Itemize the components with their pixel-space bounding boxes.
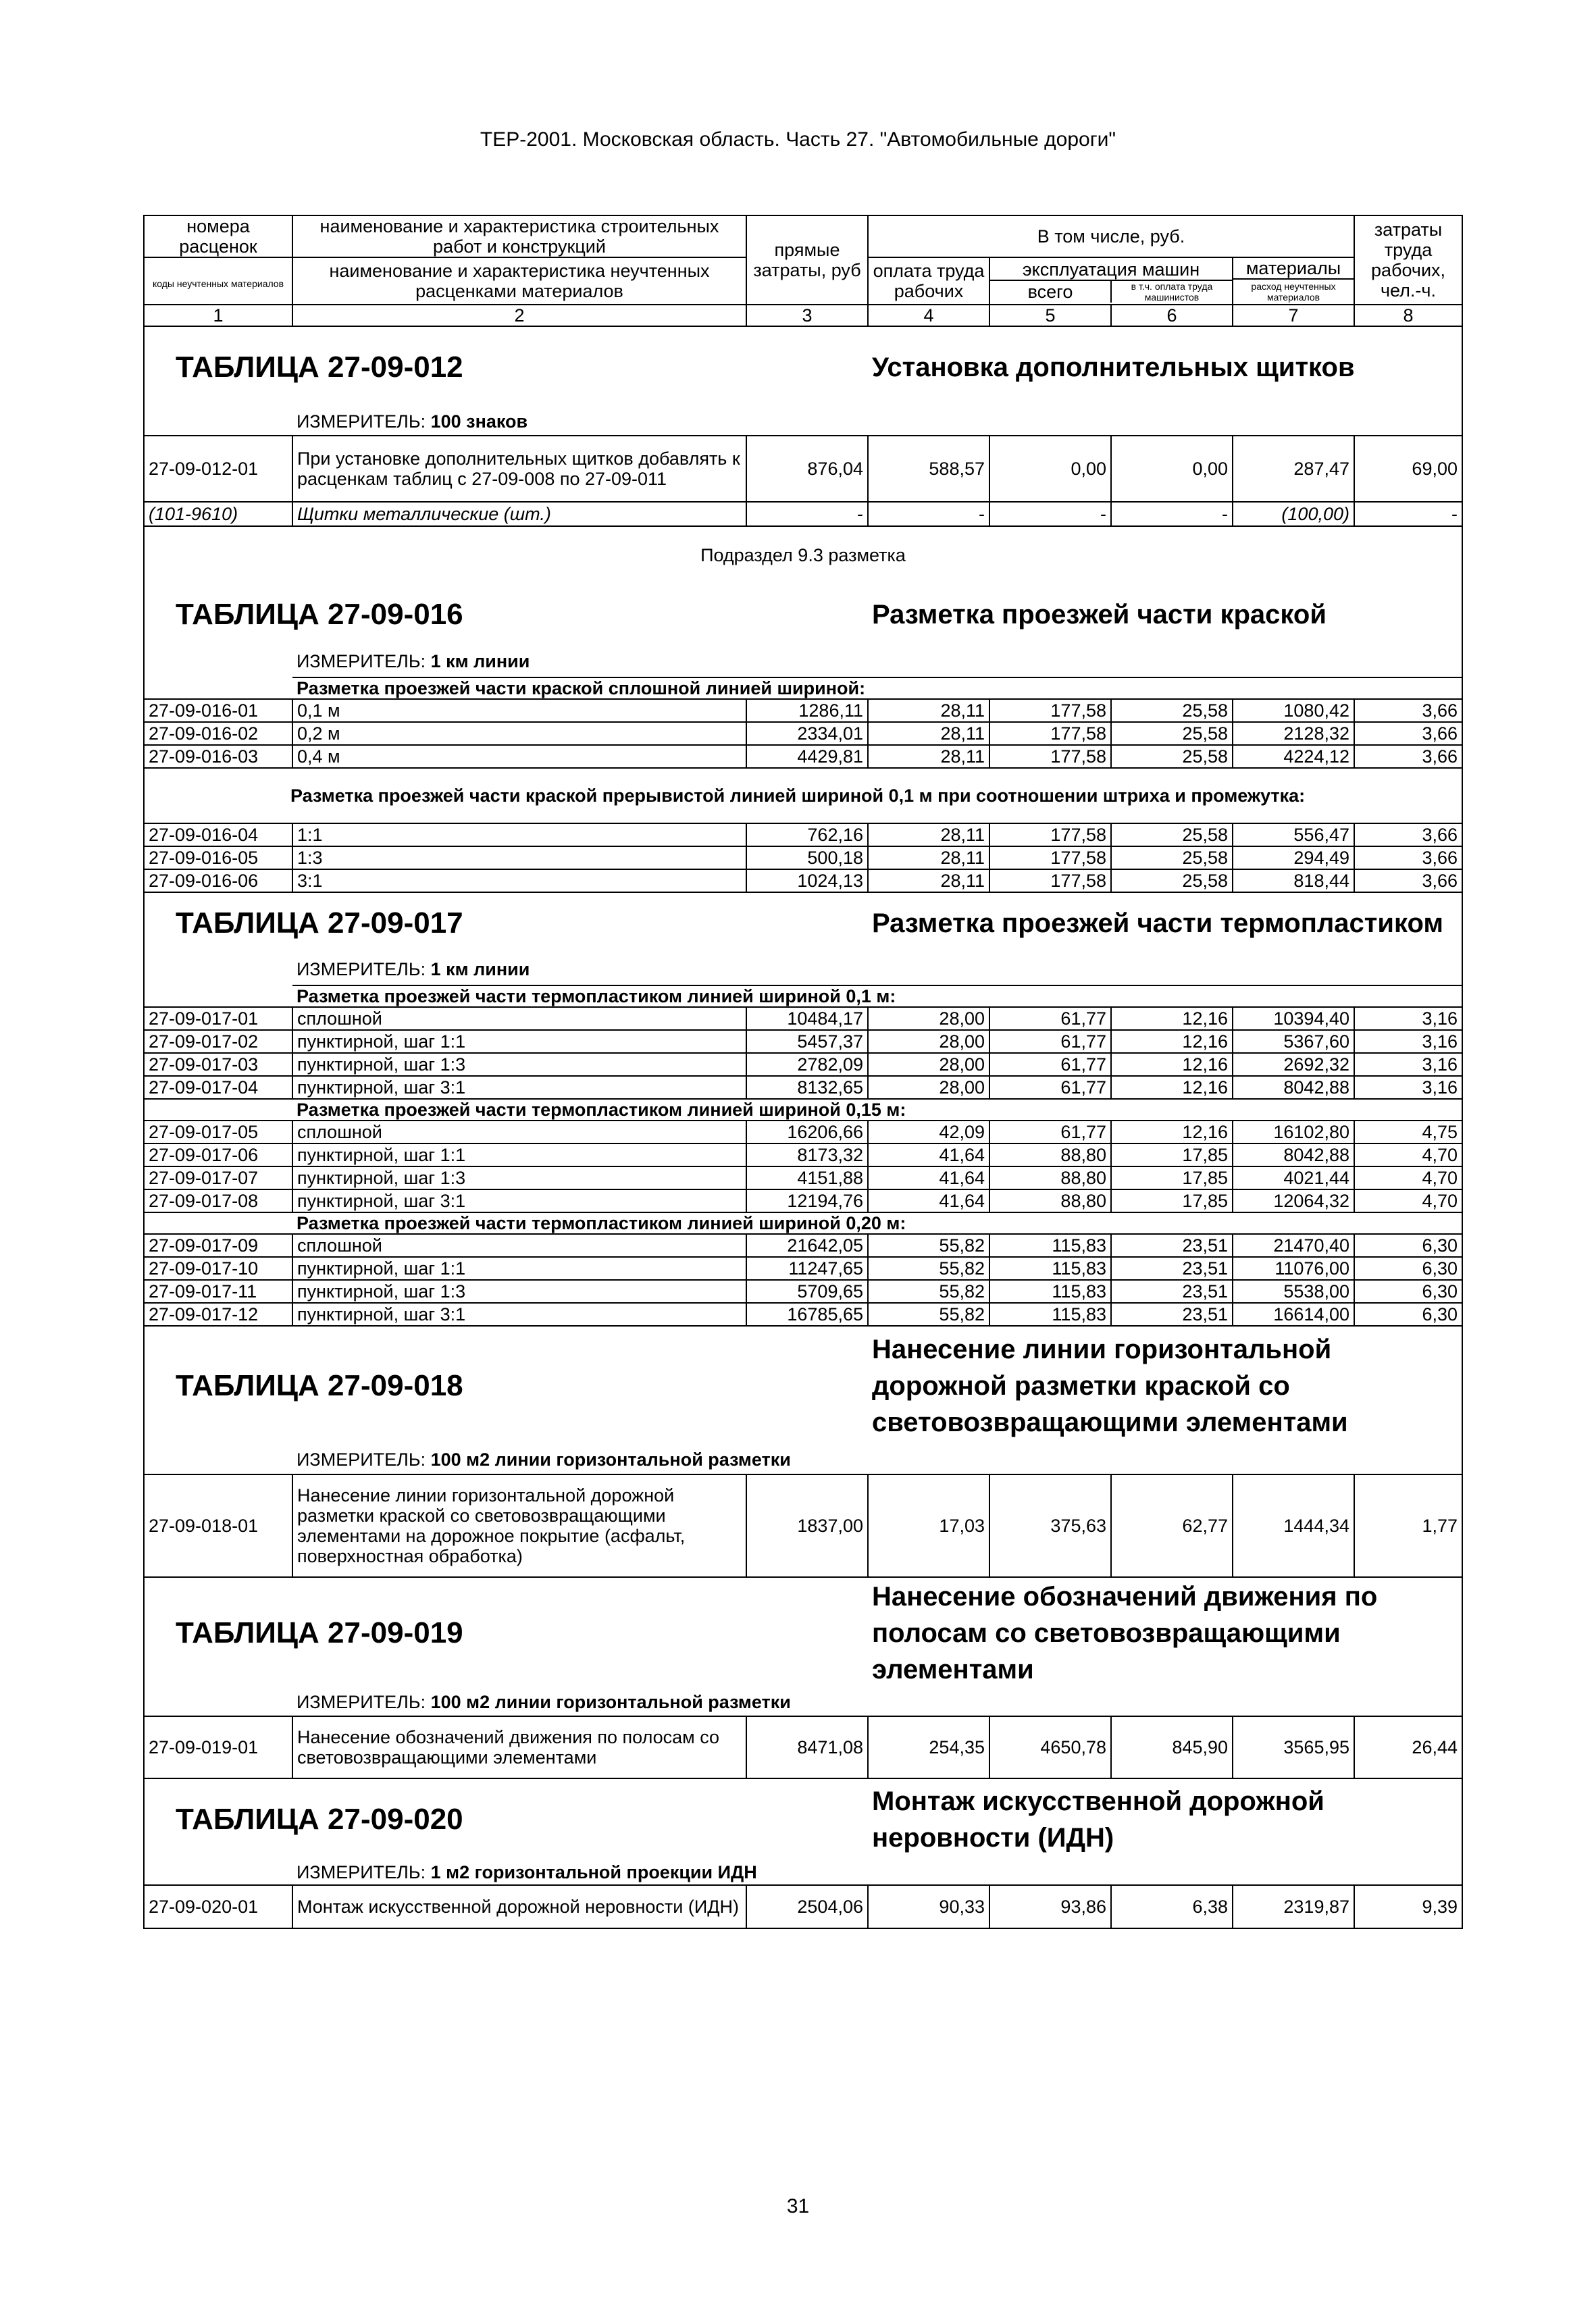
table-cell: 11247,65	[746, 1257, 868, 1280]
table-cell: 5	[989, 305, 1111, 326]
table-cell: 8042,88	[1233, 1076, 1354, 1099]
table-cell: 4,70	[1354, 1189, 1462, 1212]
table-row	[144, 699, 1462, 722]
table-cell: 27-09-017-10	[144, 1257, 292, 1280]
col-machines-total: всего	[990, 281, 1112, 303]
table-cell: 27-09-017-05	[144, 1121, 292, 1143]
table-cell: 90,33	[868, 1885, 989, 1928]
table-cell: 3565,95	[1233, 1716, 1354, 1778]
col-codes-materials	[144, 257, 292, 305]
table-cell: 27-09-017-04	[144, 1076, 292, 1099]
table-cell: 1024,13	[746, 869, 868, 892]
table-cell: 3,16	[1354, 1053, 1462, 1076]
table-cell: 1	[144, 305, 292, 326]
table-cell: При установке дополнительных щитков добавлять к расценкам таблиц с 27-09-008 по 27-09-011	[292, 436, 746, 502]
table-cell: 12,16	[1111, 1076, 1233, 1099]
table-cell: 55,82	[868, 1257, 989, 1280]
text-label: ИЗМЕРИТЕЛЬ:	[297, 1862, 426, 1882]
table-cell: 1444,34	[1233, 1474, 1354, 1577]
text-label: ИЗМЕРИТЕЛЬ:	[297, 959, 426, 979]
table-cell: 0,00	[1111, 436, 1233, 502]
table-cell: Щитки металлические (шт.)	[292, 502, 746, 526]
table-cell: 61,77	[989, 1030, 1111, 1053]
subsection-title: Подраздел 9.3 разметка	[144, 526, 1462, 584]
table-cell: 3,66	[1354, 823, 1462, 846]
table-cell: 55,82	[868, 1234, 989, 1257]
text-label: 1 км линии	[430, 651, 530, 671]
table-cell: 3,66	[1354, 869, 1462, 892]
table-cell: 27-09-016-05	[144, 846, 292, 869]
table-row	[144, 1716, 1462, 1778]
table-cell: 3,66	[1354, 722, 1462, 745]
table-cell: 8132,65	[746, 1076, 868, 1099]
table-cell: 500,18	[746, 846, 868, 869]
table-cell: 27-09-016-04	[144, 823, 292, 846]
table-cell: -	[868, 502, 989, 526]
table-cell: 27-09-012-01	[144, 436, 292, 502]
col-name-header	[292, 215, 746, 257]
table-row	[144, 1007, 1462, 1030]
table-cell: 3,16	[1354, 1030, 1462, 1053]
table-cell: сплошной	[292, 1234, 746, 1257]
text-label: ИЗМЕРИТЕЛЬ:	[297, 411, 426, 432]
table-cell: 115,83	[989, 1280, 1111, 1303]
table-cell: 4,70	[1354, 1143, 1462, 1166]
table-cell: 818,44	[1233, 869, 1354, 892]
table-cell: 1:3	[292, 846, 746, 869]
table-cell: 3,66	[1354, 745, 1462, 768]
table-cell: 2782,09	[746, 1053, 868, 1076]
table-cell: -	[1354, 502, 1462, 526]
table-cell: 23,51	[1111, 1234, 1233, 1257]
table-cell: 115,83	[989, 1303, 1111, 1326]
table-cell: 8	[1354, 305, 1462, 326]
table-cell: 4021,44	[1233, 1166, 1354, 1189]
table-cell: 17,85	[1111, 1189, 1233, 1212]
table-row	[144, 722, 1462, 745]
table-cell: 16102,80	[1233, 1121, 1354, 1143]
col-direct-costs: прямые затраты, руб	[746, 215, 868, 305]
table-cell: 88,80	[989, 1143, 1111, 1166]
table-row	[144, 1303, 1462, 1326]
table-cell: 2692,32	[1233, 1053, 1354, 1076]
table-cell: 2504,06	[746, 1885, 868, 1928]
table-cell: 2334,01	[746, 722, 868, 745]
text-label: ИЗМЕРИТЕЛЬ:	[297, 651, 426, 671]
col-codes-header	[144, 215, 292, 257]
table-cell: 12,16	[1111, 1030, 1233, 1053]
table-cell: 27-09-017-01	[144, 1007, 292, 1030]
table-cell: 28,00	[868, 1076, 989, 1099]
table-row	[144, 846, 1462, 869]
measure-row	[292, 1860, 1462, 1885]
table-cell: 11076,00	[1233, 1257, 1354, 1280]
table-row	[144, 1121, 1462, 1143]
table-cell: 12,16	[1111, 1007, 1233, 1030]
table-cell: 4	[868, 305, 989, 326]
table-cell: 177,58	[989, 823, 1111, 846]
table-cell: 5709,65	[746, 1280, 868, 1303]
table-cell: 1286,11	[746, 699, 868, 722]
table-cell: 28,00	[868, 1053, 989, 1076]
table-cell: 177,58	[989, 869, 1111, 892]
table-cell: 2	[292, 305, 746, 326]
table-cell: 25,58	[1111, 869, 1233, 892]
table-cell: 5538,00	[1233, 1280, 1354, 1303]
table-cell: 55,82	[868, 1280, 989, 1303]
table-27-09-020	[144, 1778, 1462, 1928]
table-cell: 3,16	[1354, 1007, 1462, 1030]
table-cell: 28,11	[868, 846, 989, 869]
table-cell: 23,51	[1111, 1257, 1233, 1280]
table-cell: 1080,42	[1233, 699, 1354, 722]
table-cell: Нанесение обозначений движения по полосам со световозвращающими элементами	[292, 1716, 746, 1778]
table-cell: 62,77	[1111, 1474, 1233, 1577]
table-cell: 10394,40	[1233, 1007, 1354, 1030]
table-cell: 115,83	[989, 1257, 1111, 1280]
table-cell: 6,38	[1111, 1885, 1233, 1928]
table-cell: сплошной	[292, 1121, 746, 1143]
text-label: ИЗМЕРИТЕЛЬ:	[297, 1692, 426, 1712]
table-row	[144, 1030, 1462, 1053]
table-cell: 55,82	[868, 1303, 989, 1326]
text-label: номера расценок	[179, 216, 257, 257]
table-cell: 845,90	[1111, 1716, 1233, 1778]
table-title: Нанесение обозначений движения по полосам со световозвращающими элементами	[872, 1582, 1378, 1685]
table-cell: 27-09-017-06	[144, 1143, 292, 1166]
table-cell: 3,66	[1354, 846, 1462, 869]
table-cell: 588,57	[868, 436, 989, 502]
table-cell: 26,44	[1354, 1716, 1462, 1778]
table-cell: 375,63	[989, 1474, 1111, 1577]
text-label: 100 м2 линии горизонтальной разметки	[430, 1449, 791, 1470]
table-cell: -	[1111, 502, 1233, 526]
table-id: ТАБЛИЦА 27-09-019	[176, 1616, 463, 1649]
table-cell: Монтаж искусственной дорожной неровности (ИДН)	[292, 1885, 746, 1928]
table-cell: 1,77	[1354, 1474, 1462, 1577]
table-cell: 27-09-016-06	[144, 869, 292, 892]
table-27-09-012	[144, 326, 1462, 526]
table-cell: 254,35	[868, 1716, 989, 1778]
table-cell: 61,77	[989, 1121, 1111, 1143]
table-27-09-018	[144, 1326, 1462, 1577]
table-cell: 27-09-017-11	[144, 1280, 292, 1303]
col-wages: оплата труда рабочих	[868, 257, 989, 305]
table-row	[144, 1166, 1462, 1189]
table-27-09-017	[144, 892, 1462, 1326]
table-cell: 8173,32	[746, 1143, 868, 1166]
table-cell: 4151,88	[746, 1166, 868, 1189]
measure-row	[292, 646, 1462, 677]
text-label: 100 м2 линии горизонтальной разметки	[430, 1692, 791, 1712]
table-cell: 16785,65	[746, 1303, 868, 1326]
table-cell: пунктирной, шаг 1:1	[292, 1030, 746, 1053]
table-row	[144, 869, 1462, 892]
table-cell: 25,58	[1111, 846, 1233, 869]
group-header: Разметка проезжей части краской сплошной линией шириной:	[292, 677, 1462, 699]
text-label: 100 знаков	[430, 411, 528, 432]
column-numbers-row	[144, 305, 1462, 326]
table-cell: 177,58	[989, 745, 1111, 768]
text-label: расход неучтенных материалов	[1251, 281, 1336, 303]
table-id: ТАБЛИЦА 27-09-017	[176, 906, 463, 940]
table-cell: 27-09-017-02	[144, 1030, 292, 1053]
rates-table	[143, 215, 1463, 1929]
table-cell: 762,16	[746, 823, 868, 846]
table-cell: 177,58	[989, 846, 1111, 869]
table-cell: 5367,60	[1233, 1030, 1354, 1053]
table-cell: 5457,37	[746, 1030, 868, 1053]
table-cell: 42,09	[868, 1121, 989, 1143]
table-cell: 61,77	[989, 1053, 1111, 1076]
table-cell: 93,86	[989, 1885, 1111, 1928]
table-cell: 8042,88	[1233, 1143, 1354, 1166]
text-label: ИЗМЕРИТЕЛЬ:	[297, 1449, 426, 1470]
table-row	[144, 1885, 1462, 1928]
table-cell: 27-09-019-01	[144, 1716, 292, 1778]
table-row	[144, 1076, 1462, 1099]
page-number: 31	[786, 2195, 810, 2217]
measure-row	[292, 1689, 1462, 1716]
table-cell: 7	[1233, 305, 1354, 326]
measure-row	[292, 954, 1462, 985]
table-cell: пунктирной, шаг 1:3	[292, 1166, 746, 1189]
table-row	[144, 1189, 1462, 1212]
table-cell: 28,11	[868, 745, 989, 768]
table-cell: 4429,81	[746, 745, 868, 768]
table-id: ТАБЛИЦА 27-09-012	[176, 351, 463, 384]
table-cell: 27-09-017-03	[144, 1053, 292, 1076]
table-cell: 6,30	[1354, 1257, 1462, 1280]
table-cell: 25,58	[1111, 699, 1233, 722]
table-row	[144, 502, 1462, 526]
table-row	[144, 1257, 1462, 1280]
measure-row	[292, 408, 1462, 436]
table-cell: 27-09-020-01	[144, 1885, 292, 1928]
table-cell: 12194,76	[746, 1189, 868, 1212]
table-title: Установка дополнительных щитков	[872, 353, 1355, 382]
table-cell: 4,75	[1354, 1121, 1462, 1143]
table-cell: 27-09-016-03	[144, 745, 292, 768]
table-row	[144, 436, 1462, 502]
text-label: наименование и характеристика неучтенных расценками материалов	[329, 261, 710, 301]
table-cell: 28,11	[868, 722, 989, 745]
col-labor: затраты труда рабочих, чел.-ч.	[1354, 215, 1462, 305]
table-cell: 6,30	[1354, 1303, 1462, 1326]
table-cell: 61,77	[989, 1076, 1111, 1099]
table-cell: 1837,00	[746, 1474, 868, 1577]
table-27-09-016	[144, 584, 1462, 892]
text-label: 1 км линии	[430, 959, 530, 979]
table-cell: 27-09-017-08	[144, 1189, 292, 1212]
table-cell: 27-09-016-01	[144, 699, 292, 722]
table-cell: 61,77	[989, 1007, 1111, 1030]
table-cell: 8471,08	[746, 1716, 868, 1778]
page-header: ТЕР-2001. Московская область. Часть 27. "Автомобильные дороги"	[480, 128, 1116, 151]
table-cell: пунктирной, шаг 3:1	[292, 1189, 746, 1212]
measure-row	[292, 1445, 1462, 1474]
table-cell: 6,30	[1354, 1234, 1462, 1257]
table-row	[144, 1053, 1462, 1076]
table-cell: 41,64	[868, 1143, 989, 1166]
table-cell: 0,2 м	[292, 722, 746, 745]
rate-sheet	[143, 215, 1462, 1929]
table-cell: 876,04	[746, 436, 868, 502]
table-cell: пунктирной, шаг 3:1	[292, 1303, 746, 1326]
text-label: 1 м2 горизонтальной проекции ИДН	[430, 1862, 757, 1882]
table-cell: 6	[1111, 305, 1233, 326]
text-label: коды неучтенных материалов	[152, 278, 284, 289]
table-cell: пунктирной, шаг 1:1	[292, 1143, 746, 1166]
table-cell: 28,11	[868, 699, 989, 722]
col-materials	[1233, 257, 1354, 305]
table-cell: (101-9610)	[144, 502, 292, 526]
table-cell: 25,58	[1111, 722, 1233, 745]
table-cell: 4224,12	[1233, 745, 1354, 768]
table-cell: 27-09-017-09	[144, 1234, 292, 1257]
table-cell: 27-09-017-12	[144, 1303, 292, 1326]
group-header: Разметка проезжей части термопластиком линией шириной 0,20 м:	[292, 1212, 1462, 1234]
table-cell: 41,64	[868, 1189, 989, 1212]
table-cell: 12064,32	[1233, 1189, 1354, 1212]
table-row	[144, 1143, 1462, 1166]
table-27-09-019	[144, 1577, 1462, 1778]
table-cell: 23,51	[1111, 1280, 1233, 1303]
table-cell: 28,11	[868, 869, 989, 892]
table-cell: 177,58	[989, 722, 1111, 745]
table-row	[144, 1280, 1462, 1303]
table-cell: 27-09-017-07	[144, 1166, 292, 1189]
table-row	[144, 745, 1462, 768]
table-cell: 25,58	[1111, 745, 1233, 768]
table-cell: 2319,87	[1233, 1885, 1354, 1928]
table-cell: 88,80	[989, 1166, 1111, 1189]
table-cell: Нанесение линии горизонтальной дорожной разметки краской со световозвращающими элементами на дорожное покрытие (асфальт, поверхностная обработка)	[292, 1474, 746, 1577]
table-cell: 2128,32	[1233, 722, 1354, 745]
text-label: эксплуатация машин	[990, 259, 1232, 281]
table-cell: 41,64	[868, 1166, 989, 1189]
table-cell: 21470,40	[1233, 1234, 1354, 1257]
table-row	[144, 1234, 1462, 1257]
table-cell: 28,11	[868, 823, 989, 846]
table-row	[144, 1474, 1462, 1577]
table-title: Монтаж искусственной дорожной неровности (ИДН)	[872, 1786, 1324, 1853]
table-cell: 16614,00	[1233, 1303, 1354, 1326]
table-cell: пунктирной, шаг 3:1	[292, 1076, 746, 1099]
table-cell: 4650,78	[989, 1716, 1111, 1778]
table-cell: 556,47	[1233, 823, 1354, 846]
table-cell: 17,85	[1111, 1143, 1233, 1166]
table-cell: 16206,66	[746, 1121, 868, 1143]
table-cell: 12,16	[1111, 1121, 1233, 1143]
table-cell: сплошной	[292, 1007, 746, 1030]
table-title: Нанесение линии горизонтальной дорожной разметки краской со световозвращающими элементами	[872, 1335, 1348, 1437]
table-cell: 25,58	[1111, 823, 1233, 846]
group-header: Разметка проезжей части краской прерывистой линией шириной 0,1 м при соотношении штриха и промежутка:	[144, 768, 1462, 823]
table-cell: 3,16	[1354, 1076, 1462, 1099]
table-cell: 3:1	[292, 869, 746, 892]
table-title: Разметка проезжей части краской	[872, 600, 1327, 629]
table-cell: -	[989, 502, 1111, 526]
table-id: ТАБЛИЦА 27-09-020	[176, 1803, 463, 1836]
table-cell: -	[746, 502, 868, 526]
table-cell: 28,00	[868, 1030, 989, 1053]
table-cell: 12,16	[1111, 1053, 1233, 1076]
col-machines	[989, 257, 1233, 305]
group-header: Разметка проезжей части термопластиком линией шириной 0,1 м:	[292, 985, 1462, 1007]
table-title: Разметка проезжей части термопластиком	[872, 908, 1443, 938]
table-cell: 6,30	[1354, 1280, 1462, 1303]
table-cell: 17,85	[1111, 1166, 1233, 1189]
table-cell: 28,00	[868, 1007, 989, 1030]
table-cell: 3	[746, 305, 868, 326]
table-cell: 0,00	[989, 436, 1111, 502]
table-cell: 1:1	[292, 823, 746, 846]
table-id: ТАБЛИЦА 27-09-018	[176, 1369, 463, 1402]
table-cell: 115,83	[989, 1234, 1111, 1257]
table-cell: 27-09-016-02	[144, 722, 292, 745]
table-cell: 21642,05	[746, 1234, 868, 1257]
table-cell: 27-09-018-01	[144, 1474, 292, 1577]
group-header: Разметка проезжей части термопластиком линией шириной 0,15 м:	[292, 1099, 1462, 1121]
table-cell: пунктирной, шаг 1:3	[292, 1280, 746, 1303]
col-machines-operators: в т.ч. оплата труда машинистов	[1131, 281, 1213, 303]
table-cell: 3,66	[1354, 699, 1462, 722]
column-header	[144, 215, 1462, 326]
col-including: В том числе, руб.	[868, 215, 1354, 257]
table-cell: 88,80	[989, 1189, 1111, 1212]
table-cell: пунктирной, шаг 1:3	[292, 1053, 746, 1076]
table-cell: 17,03	[868, 1474, 989, 1577]
table-cell: 10484,17	[746, 1007, 868, 1030]
table-cell: 177,58	[989, 699, 1111, 722]
col-name-materials	[292, 257, 746, 305]
table-cell: 294,49	[1233, 846, 1354, 869]
table-cell: 0,1 м	[292, 699, 746, 722]
table-id: ТАБЛИЦА 27-09-016	[176, 598, 463, 631]
table-cell: (100,00)	[1233, 502, 1354, 526]
table-cell: 9,39	[1354, 1885, 1462, 1928]
table-cell: пунктирной, шаг 1:1	[292, 1257, 746, 1280]
table-cell: 4,70	[1354, 1166, 1462, 1189]
table-row	[144, 823, 1462, 846]
text-label: материалы	[1233, 258, 1354, 280]
table-cell: 69,00	[1354, 436, 1462, 502]
table-cell: 23,51	[1111, 1303, 1233, 1326]
text-label: наименование и характеристика строительных работ и конструкций	[319, 216, 719, 257]
table-cell: 0,4 м	[292, 745, 746, 768]
table-cell: 287,47	[1233, 436, 1354, 502]
